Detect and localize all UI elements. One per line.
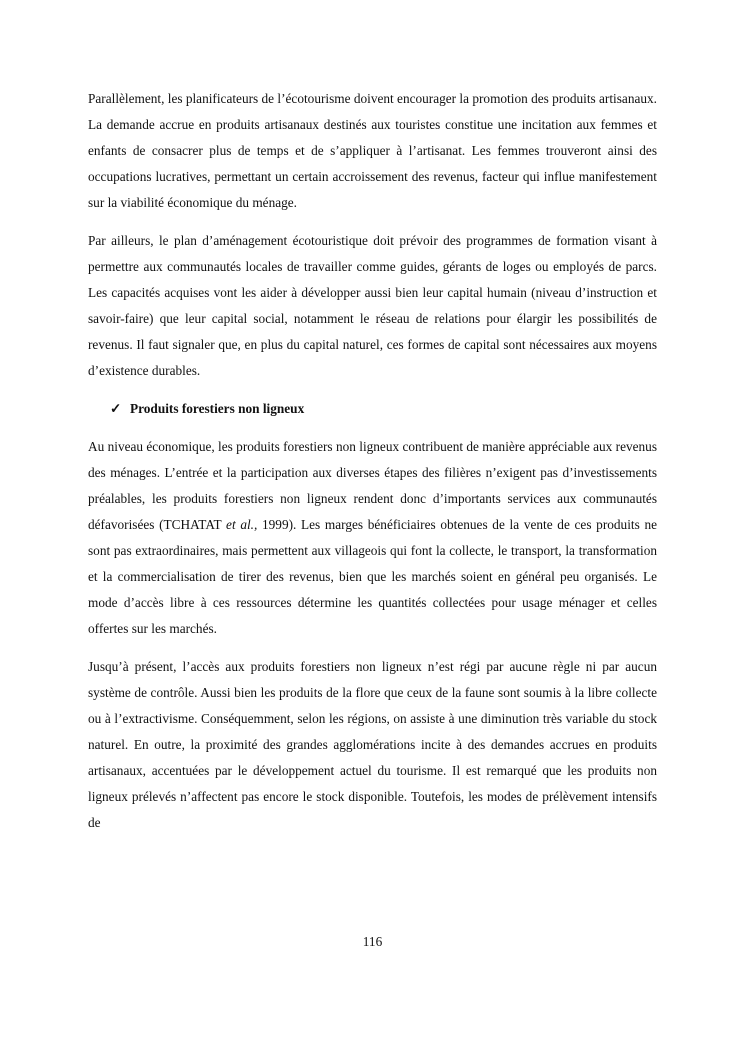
paragraph-text-after-citation: 1999). Les marges bénéficiaires obtenues de la vente de ces produits ne sont pas extraordinaires, mais permettent aux villageois qui font la collecte, le transport, la transformation et la commercialisation de tirer des revenus, bien que les marchés soient en général peu organisés. Le mode d’accès libre à ces ressources détermine les quantités collectées pour usage ménager et celles offertes sur les marchés. <box>88 517 657 636</box>
paragraph-access-rules: Jusqu’à présent, l’accès aux produits forestiers non ligneux n’est régi par aucune règle ni par aucun système de contrôle. Aussi bien les produits de la flore que ceux de la faune sont soumis à la libre collecte ou à l’extractivisme. Conséquemment, selon les régions, on assiste à une diminution très variable du stock naturel. En outre, la proximité des grandes agglomérations incite à des demandes accrues en produits artisanaux, accentuées par le développement actuel du tourisme. Il est remarqué que les produits non ligneux prélevés n’affectent pas encore le stock disponible. Toutefois, les modes de prélèvement intensifs de <box>88 659 657 830</box>
citation-et-al: et al., <box>226 517 258 532</box>
section-heading <box>88 396 657 422</box>
page-number: 116 <box>362 934 383 949</box>
checkmark-icon: ✓ <box>110 401 122 416</box>
paragraph-artisanal-products: Parallèlement, les planificateurs de l’écotourisme doivent encourager la promotion des produits artisanaux. La demande accrue en produits artisanaux destinés aux touristes constitue une incitation aux femmes et enfants de consacrer plus de temps et de s’appliquer à l’artisanat. Les femmes trouveront ainsi des occupations lucratives, permettant un certain accroissement des revenus, facteur qui influe manifestement sur la viabilité économique du ménage. <box>88 91 657 210</box>
paragraph-text-before-citation: Au niveau économique, les produits forestiers non ligneux contribuent de manière appréciable aux revenus des ménages. L’entrée et la participation aux diverses étapes des filières n’exigent pas d’investissements préalables, les produits forestiers non ligneux rendent donc d’importants services aux communautés défavorisées (TCHATAT <box>88 439 657 532</box>
page-content <box>88 86 657 848</box>
paragraph-economic-level <box>88 434 657 642</box>
section-heading-title: Produits forestiers non ligneux <box>130 401 305 416</box>
paragraph-training-programs: Par ailleurs, le plan d’aménagement écotouristique doit prévoir des programmes de formation visant à permettre aux communautés locales de travailler comme guides, gérants de loges ou employés de parcs. Les capacités acquises vont les aider à développer aussi bien leur capital humain (niveau d’instruction et savoir-faire) que leur capital social, notamment le réseau de relations pour élargir les possibilités de revenus. Il faut signaler que, en plus du capital naturel, ces formes de capital sont nécessaires aux moyens d’existence durables. <box>88 233 657 378</box>
